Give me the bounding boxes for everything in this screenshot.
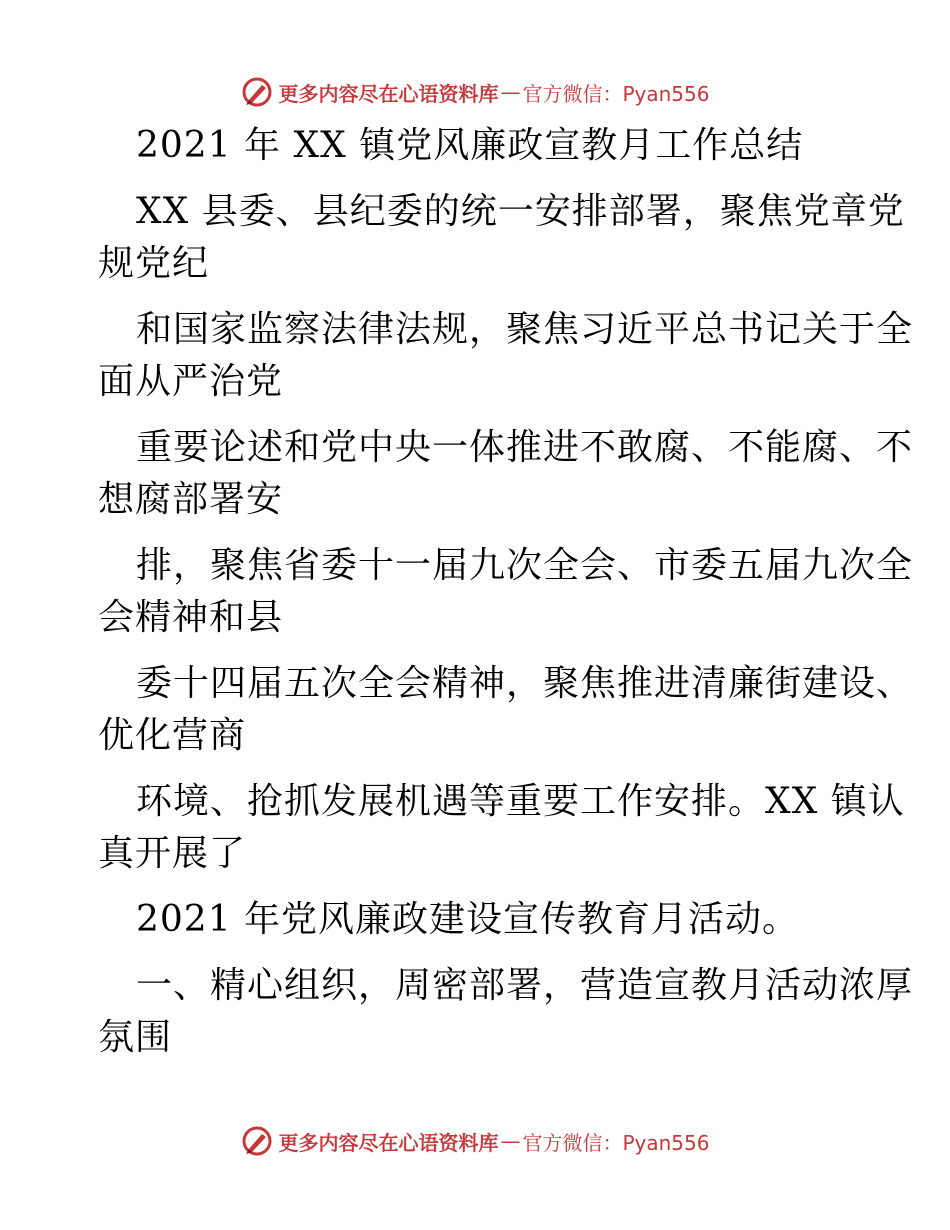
- paragraph: [98, 894, 858, 946]
- section-heading: [98, 960, 914, 1064]
- paragraph: [98, 658, 914, 762]
- paragraph: [98, 776, 905, 880]
- paragraph-line: 重要论述和党中央一体推进不敢腐、不能腐、不: [136, 427, 914, 468]
- banner-wechat: 官方微信：Pyan556: [522, 81, 710, 106]
- document-body: [98, 120, 914, 1064]
- paragraph-line: 优化营商: [98, 715, 247, 756]
- banner-separator: —: [500, 80, 521, 104]
- document-title: 2021 年 XX 镇党风廉政宣教月工作总结: [136, 125, 804, 166]
- paragraph: [98, 186, 905, 290]
- paragraph-line: 排，聚焦省委十一届九次全会、市委五届九次全: [136, 545, 914, 586]
- pen-logo-icon: [240, 75, 274, 109]
- paragraph-line: 会精神和县: [98, 597, 284, 638]
- banner-wechat: 官方微信：Pyan556: [522, 1130, 710, 1155]
- paragraph-line: 规党纪: [98, 243, 210, 284]
- paragraph-line: 委十四届五次全会精神，聚焦推进清廉街建设、: [136, 663, 914, 704]
- paragraph-line: 氛围: [98, 1017, 173, 1058]
- paragraph-line: 环境、抢抓发展机遇等重要工作安排。XX 镇认: [136, 781, 905, 822]
- banner-text: 更多内容尽在心语资料库: [278, 1130, 499, 1155]
- pen-logo-icon: [240, 1124, 274, 1158]
- paragraph-line: 想腐部署安: [98, 479, 284, 520]
- paragraph: [98, 540, 914, 644]
- paragraph-line: 2021 年党风廉政建设宣传教育月活动。: [136, 899, 800, 940]
- footer-banner: [0, 1121, 950, 1161]
- banner-separator: —: [500, 1129, 521, 1153]
- paragraph-line: 面从严治党: [98, 361, 284, 402]
- paragraph-line: XX 县委、县纪委的统一安排部署，聚焦党章党: [136, 191, 905, 232]
- banner-text: 更多内容尽在心语资料库: [278, 81, 499, 106]
- header-banner: [0, 72, 950, 112]
- paragraph-line: 真开展了: [98, 833, 247, 874]
- paragraph: [98, 422, 914, 526]
- paragraph-line: 一、精心组织，周密部署，营造宣教月活动浓厚: [136, 965, 914, 1006]
- paragraph-line: 和国家监察法律法规，聚焦习近平总书记关于全: [136, 309, 914, 350]
- paragraph: [98, 304, 914, 408]
